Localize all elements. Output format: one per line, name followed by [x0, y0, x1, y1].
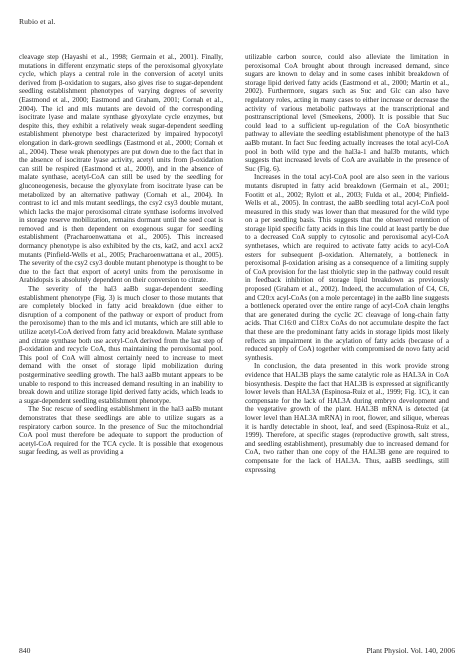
right-text-column: [245, 53, 449, 474]
paragraph: Increases in the total acyl-CoA pool are also seen in the various mutants disrupted in fatty acid breakdown (Germain et al., 2001; Footitt et al., 2002; Rylott et al., 2003; Fulda et al., 2004; Pinfield-Wells et al., 2005). In contrast, the aaBb seedling total acyl-CoA pool measured in this study was lower than that measured for the wild type on a per seedling basis. This suggests that the observed retention of storage lipid specific fatty acids in this line could at least partly be due to a decreased CoA supply to cytosolic and peroxisomal acyl-CoA synthetases, which are required to activate fatty acids to acyl-CoA esters for subsequent β-oxidation. Alternately, a bottleneck in peroxisomal β-oxidation arising as a consequence of a limiting supply of CoA provision for the last thiolytic step in the pathway could result in feedback inhibition of storage lipid breakdown as previously proposed (Graham et al., 2002). Indeed, the accumulation of C4, C6, and C20:x acyl-CoAs (on a mole percentage) in the aaBb line suggests a bottleneck operated over the entire range of acyl-CoA chain lengths that are generated during the cyclic 2C cleavage of long-chain fatty acids. That C16:0 and C18:x CoAs do not accumulate despite the fact that these are the predominant fatty acids in storage lipids most likely reflects an impairment in the acylation of fatty acids (because of a reduced supply of CoA) together with compromised de novo fatty acid synthesis.: [245, 173, 449, 362]
paragraph: utilizable carbon source, could also alleviate the limitation in peroxisomal CoA brought about through increased demand, since sugars are known to delay and in some cases inhibit breakdown of storage lipid derived fatty acids (Eastmond et al., 2000; Martin et al., 2002). Furthermore, sugars such as Suc and Glc can also have regulatory roles, acting in many cases to either increase or decrease the activity of various metabolic pathways at the transcriptional and posttranscriptional level (Smeekens, 2000). It is possible that Suc could lead to a sufficient up-regulation of the CoA biosynthetic pathway to alleviate the seedling establishment phenotype of the hal3 aaBb mutant. In fact Suc feeding actually increases the total acyl-CoA pool in both wild type and the hal3a-1 and hal3b mutants, which suggests that increased levels of CoA are available in the presence of Suc (Fig. 6).: [245, 53, 449, 173]
paragraph: The severity of the hal3 aaBb sugar-dependent seedling establishment phenotype (Fig. 3) is much closer to those mutants that are completely blocked in fatty acid breakdown (due either to disruption of a component of the pathway or export of product from the peroxisome) than to the mls and icl mutants, which are still able to utilize acetyl-CoA derived from fatty acid breakdown. Malate synthase and citrate synthase both use acetyl-CoA derived from the last step of β-oxidation and recycle CoA, thus maintaining the peroxisomal pool. This pool of CoA will almost certainly need to increase to meet demand with the onset of storage lipid mobilization during postgerminative seedling growth. The hal3 aaBb mutant appears to be unable to respond to this increased demand resulting in an inability to break down and utilize storage lipid derived fatty acids, which leads to a sugar-dependent seedling establishment phenotype.: [19, 285, 223, 405]
running-head: Rubio et al.: [19, 17, 56, 26]
page-number: 840: [19, 646, 31, 655]
journal-citation: Plant Physiol. Vol. 140, 2006: [366, 646, 455, 655]
left-text-column: [19, 53, 223, 457]
paragraph: cleavage step (Hayashi et al., 1998; Germain et al., 2001). Finally, mutations in different enzymatic steps of the peroxisomal glyoxylate cycle, which plays a central role in the conversion of acetyl units derived from β-oxidation to sugars, also gives rise to sugar-dependent seedling establishment phenotypes of varying degrees of severity (Eastmond et al., 2000; Eastmond and Graham, 2001; Cornah et al., 2004). The icl and mls mutants are devoid of the corresponding isocitrate lyase and malate synthase glyoxylate cycle enzymes, but despite this, they exhibit a relatively weak sugar-dependent seedling establishment phenotype best characterized by impaired hypocotyl elongation in dark-grown seedlings (Eastmond et al., 2000; Cornah et al., 2004). These weak phenotypes are put down due to the fact that in the absence of isocitrate lyase activity, acetyl units from β-oxidation can still be respired (Eastmond et al., 2000), and in the absence of malate synthase, acetyl-CoA can still be used by the seedling for gluconeogenesis, because the glyoxylate from isocitrate lyase can be metabolized by an alternative pathway (Cornah et al., 2004). In contrast to icl and mls mutant seedlings, the csy2 csy3 double mutant, which lacks the major peroxisomal citrate synthase isoforms involved in storage reserve mobilization, remains dormant until the seed coat is removed and is then dependent on exogenous sugar for seedling establishment (Pracharoenwattana et al., 2005). This increased dormancy phenotype is also exhibited by the cts, kat2, and acx1 acx2 mutants (Pinfield-Wells et al., 2005; Pracharoenwattana et al., 2005). The severity of the csy2 csy3 double mutant phenotype is thought to be due to the fact that export of acetyl units from the peroxisome in Arabidopsis is absolutely dependent on their conversion to citrate.: [19, 53, 223, 285]
paragraph: In conclusion, the data presented in this work provide strong evidence that HAL3B plays the same catalytic role as HAL3A in CoA biosynthesis. Despite the fact that HAL3B is expressed at significantly lower levels than HAL3A (Espinosa-Ruiz et al., 1999; Fig. 1C), it can compensate for the lack of HAL3A during embryo development and the vegetative growth of the plant. HAL3B mRNA is detected (at lower level than HAL3A mRNA) in root, flower, and silique, whereas it is hardly detectable in shoot, leaf, and seed (Espinosa-Ruiz et al., 1999). Therefore, at specific stages (reproductive growth, salt stress, and seedling establishment), presumably due to increased demand for CoA, two rather than one copy of the HAL3B gene are required to compensate for the lack of HAL3A. Thus, aaBB seedlings, still expressing: [245, 362, 449, 474]
paragraph: The Suc rescue of seedling establishment in the hal3 aaBb mutant demonstrates that these seedlings are able to utilize sugars as a respiratory carbon source. In the presence of Suc the mitochondrial CoA pool must therefore be adequate to support the production of acetyl-CoA required for the TCA cycle. It is possible that exogenous sugar feeding, as well as providing a: [19, 405, 223, 457]
